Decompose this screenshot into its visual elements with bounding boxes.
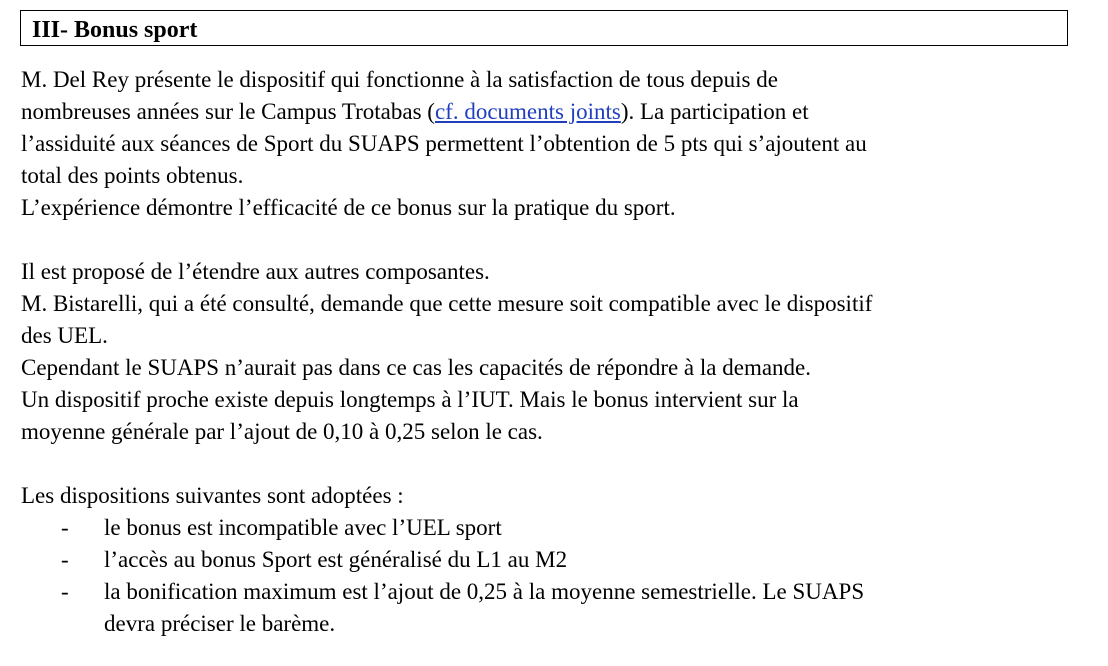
line-text: nombreuses années sur le Campus Trotabas ( — [21, 99, 435, 124]
paragraph-gap — [21, 448, 1096, 480]
paragraph-2-line-5: Un dispositif proche existe depuis longtemps à l’IUT. Mais le bonus intervient sur la — [21, 387, 799, 412]
list-dash: - — [61, 547, 69, 572]
list-item-text: la bonification maximum est l’ajout de 0,25 à la moyenne semestrielle. Le SUAPS — [104, 579, 865, 604]
paragraph-2-line-4: Cependant le SUAPS n’aurait pas dans ce cas les capacités de répondre à la demande. — [21, 355, 812, 380]
paragraph-gap — [21, 224, 1096, 256]
list-item — [21, 544, 1096, 576]
paragraph-1-line-4: total des points obtenus. — [21, 163, 244, 188]
list-item-text: devra préciser le barème. — [104, 611, 336, 636]
paragraph-1-line-3: l’assiduité aux séances de Sport du SUAPS permettent l’obtention de 5 pts qui s’ajoutent au — [21, 131, 867, 156]
paragraph-2-line-1: Il est proposé de l’étendre aux autres composantes. — [21, 259, 490, 284]
list-dash: - — [61, 515, 69, 540]
paragraph-1-line-2 — [21, 96, 1096, 128]
documents-link[interactable]: cf. documents joints — [434, 99, 621, 124]
paragraph-2-line-6: moyenne générale par l’ajout de 0,10 à 0,25 selon le cas. — [21, 419, 543, 444]
paragraph-2-line-2: M. Bistarelli, qui a été consulté, demande que cette mesure soit compatible avec le dispositif — [21, 291, 873, 316]
list-item-text: le bonus est incompatible avec l’UEL sport — [104, 515, 502, 540]
paragraph-1-line-5: L’expérience démontre l’efficacité de ce bonus sur la pratique du sport. — [21, 195, 676, 220]
list-item — [21, 576, 1096, 608]
list-dash: - — [61, 579, 69, 604]
document-body — [21, 64, 1096, 640]
list-item-text: l’accès au bonus Sport est généralisé du L1 au M2 — [104, 547, 568, 572]
list-item — [21, 512, 1096, 544]
line-text: ). La participation et — [620, 99, 809, 124]
section-heading: III- Bonus sport — [32, 17, 198, 43]
paragraph-2-line-3: des UEL. — [21, 323, 108, 348]
paragraph-1-line-1: M. Del Rey présente le dispositif qui fonctionne à la satisfaction de tous depuis de — [21, 67, 778, 92]
list-item-continuation — [21, 608, 1096, 640]
paragraph-3-intro: Les dispositions suivantes sont adoptées : — [21, 483, 404, 508]
